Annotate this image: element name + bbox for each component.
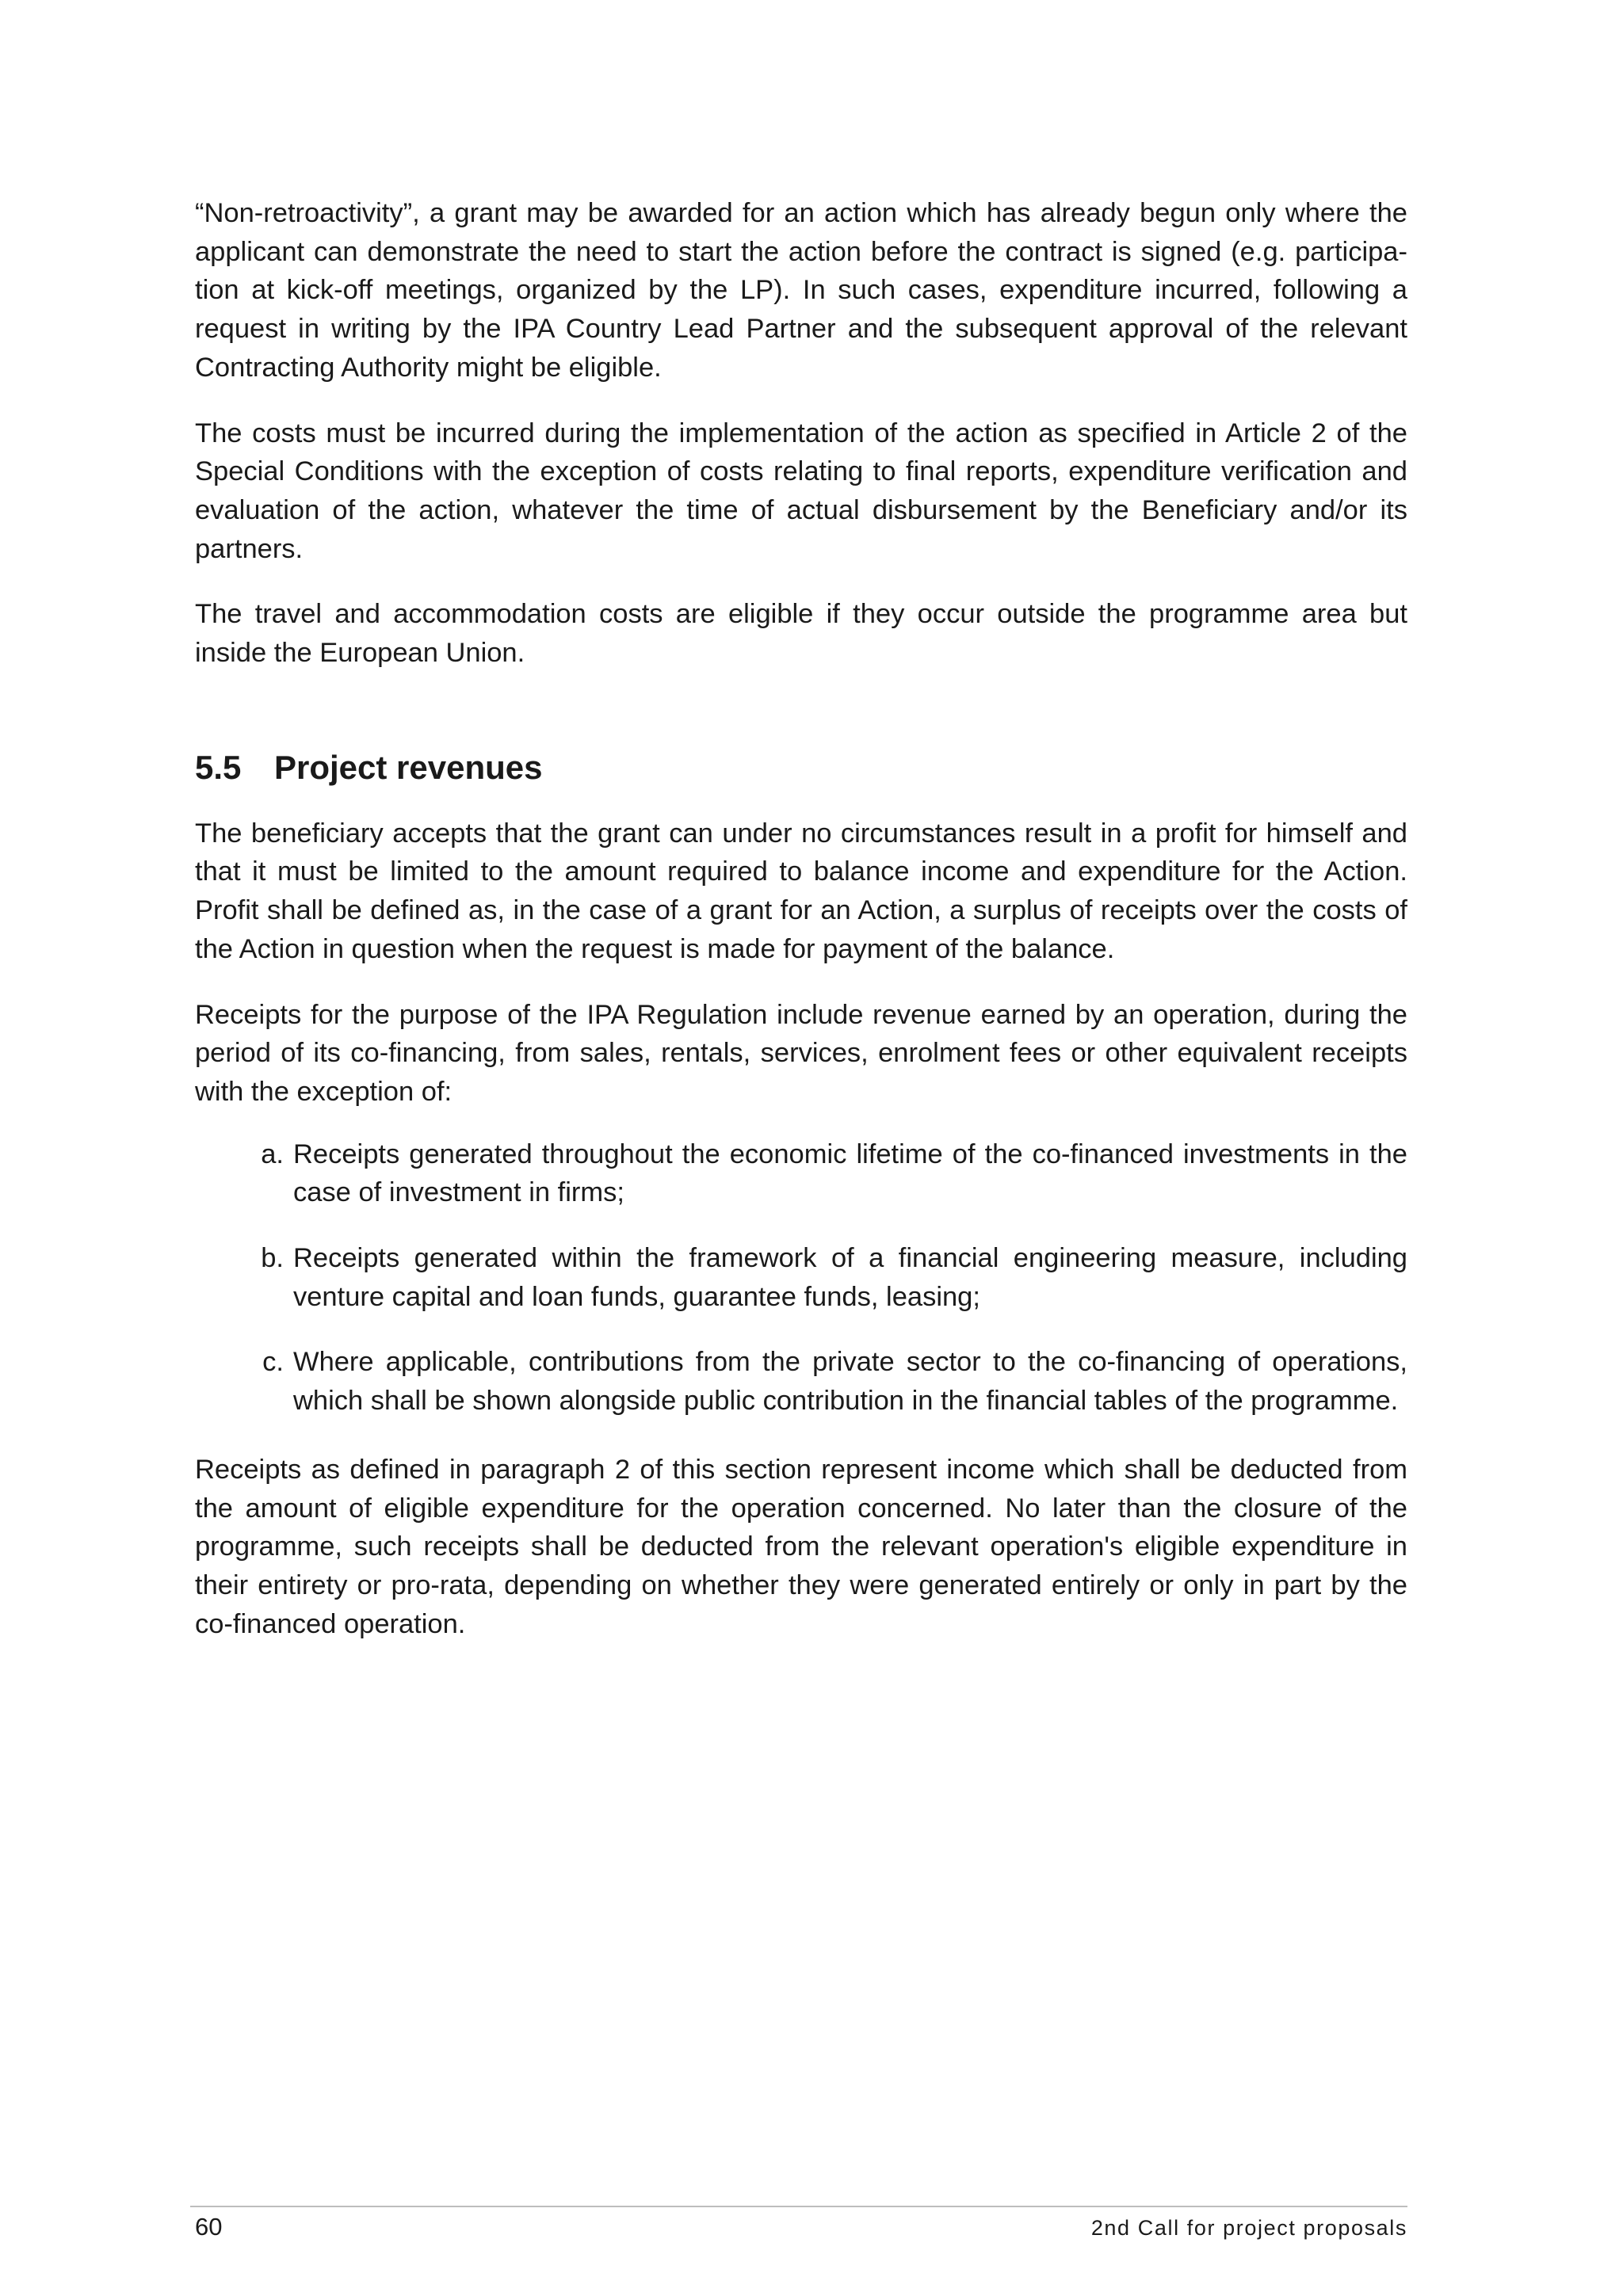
footer-document-title: 2nd Call for project proposals bbox=[1090, 2216, 1407, 2240]
section-heading bbox=[195, 747, 1407, 788]
body-paragraph: “Non-retroactivity”, a grant may be awarded for an action which has already begun only where the applicant can demonstrate the need to start the action before the contract is signed (e.g. participation at kick-off meetings, organized by the LP). In such cases, expenditure incurred, following a request in writing by the IPA Country Lead Partner and the subsequent approval of the relevant Contracting Authority might be eligible. bbox=[195, 198, 1407, 383]
section-number: 5.5 bbox=[195, 748, 242, 786]
body-paragraph: The travel and accommodation costs are eligible if they occur outside the programme area but inside the European Union. bbox=[195, 599, 1407, 669]
section-title: Project revenues bbox=[274, 748, 543, 786]
footer-divider bbox=[190, 2206, 1407, 2207]
list-item bbox=[195, 1135, 1407, 1212]
page-content bbox=[195, 194, 1407, 1670]
list-item bbox=[195, 1343, 1407, 1420]
body-paragraph: Receipts for the purpose of the IPA Regulation include revenue earned by an operation, during the period of its co-financing, from sales, rentals, services, enrolment fees or other equivalent receipts with the exception of: bbox=[195, 999, 1407, 1107]
list-item-text: Receipts generated within the framework of a financial engineering measure, including venture capital and loan funds, guarantee funds, leasing; bbox=[293, 1243, 1407, 1312]
list-item-text: Where applicable, contributions from the private sector to the co-financing of operations, which shall be shown alongside public contribution in the financial tables of the programme. bbox=[293, 1347, 1407, 1417]
list-item-text: Receipts generated throughout the economic lifetime of the co-financed investments in the case of investment in firms; bbox=[293, 1138, 1407, 1208]
body-paragraph: The costs must be incurred during the implementation of the action as specified in Article 2 of the Special Conditions with the exception of costs relating to final reports, expenditure verification and evaluation of the action, whatever the time of actual disbursement by the Beneficiary and/or its partners. bbox=[195, 418, 1407, 564]
body-paragraph: Receipts as defined in paragraph 2 of this section represent income which shall be deducted from the amount of eligible expenditure for the operation concerned. No later than the closure of the programme, such receipts shall be deducted from the relevant operation's eligible expenditure in their entirety or pro-rata, depending on whether they were generated entirely or only in part by the co-financed operation. bbox=[195, 1454, 1407, 1639]
list-item bbox=[195, 1239, 1407, 1316]
body-paragraph: The beneficiary accepts that the grant can under no circumstances result in a profit for himself and that it must be limited to the amount required to balance income and expenditure for the Action. Profit shall be defined as, in the case of a grant for an Action, a surplus of receipts over the costs of the Action in question when the request is made for payment of the balance. bbox=[195, 818, 1407, 964]
list-marker: b. bbox=[261, 1243, 284, 1274]
page-number: 60 bbox=[195, 2213, 223, 2241]
list-marker: a. bbox=[261, 1138, 284, 1169]
list-marker: c. bbox=[262, 1347, 284, 1378]
exceptions-list bbox=[195, 1135, 1407, 1421]
